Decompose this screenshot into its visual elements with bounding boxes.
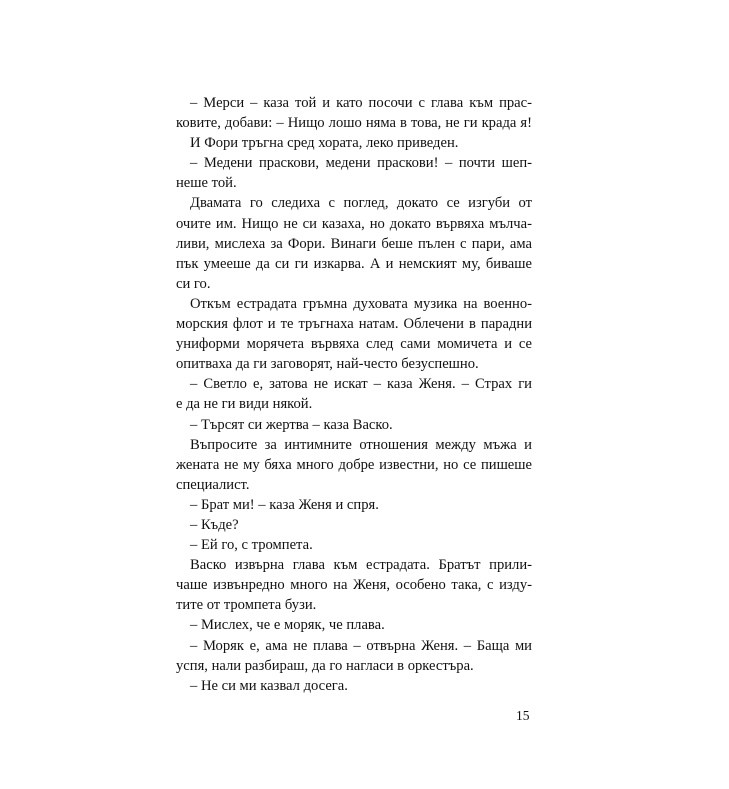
text-line: И Фори тръгна сред хората, леко приведен. (190, 135, 459, 152)
text-line: успя, нали разбираш, да го нагласи в оркестъра. (176, 657, 474, 674)
text-line: си го. (176, 275, 211, 292)
text-line: ковите, добави: – Нищо лошо няма в това, не ги крада я! (176, 115, 532, 132)
text-line: Васко извърна глава към естрадата. Братът прили- (190, 557, 532, 574)
text-line: – Търсят си жертва – каза Васко. (190, 416, 393, 433)
text-line: Откъм естрадата гръмна духовата музика на военно- (190, 295, 532, 312)
text-line: очите им. Нищо не си казаха, но докато вървяха мълча- (176, 215, 532, 232)
text-line: – Брат ми! – каза Женя и спря. (190, 496, 379, 513)
text-line: – Ей го, с тромпета. (190, 537, 313, 554)
text-line: – Къде? (190, 516, 239, 533)
text-line: специалист. (176, 476, 250, 493)
page-number: 15 (516, 708, 530, 723)
text-line: Двамата го следиха с поглед, докато се изгуби от (190, 195, 532, 212)
text-line: жената не му бяха много добре известни, но се пишеше (176, 456, 532, 473)
text-line: – Мислех, че е моряк, че плава. (190, 617, 385, 634)
text-line: морския флот и те тръгнаха натам. Облечени в парадни (176, 316, 532, 333)
text-line: чаше извънредно много на Женя, особено така, с изду- (176, 577, 532, 594)
text-line: неше той. (176, 175, 237, 192)
text-line: – Мерси – каза той и като посочи с глава към прас- (190, 95, 532, 111)
text-line: пък умееше да си ги изкарва. А и немският му, биваше (176, 255, 532, 272)
text-line: опитваха да ги заговорят, най-често безуспешно. (176, 356, 479, 373)
text-line: – Светло е, затова не искат – каза Женя. – Страх ги (190, 376, 532, 393)
text-line: – Не си ми казвал досега. (190, 677, 348, 694)
body-text (176, 93, 532, 696)
text-line: Въпросите за интимните отношения между мъжа и (190, 436, 532, 453)
text-line: тите от тромпета бузи. (176, 597, 317, 614)
text-line: е да не ги види някой. (176, 396, 313, 413)
text-line: – Моряк е, ама не плава – отвърна Женя. – Баща ми (190, 637, 532, 654)
text-line: униформи морячета вървяха след сами момичета и се (176, 336, 532, 353)
text-line: – Медени праскови, медени праскови! – почти шеп- (190, 155, 532, 172)
text-line: ливи, мислеха за Фори. Винаги беше пълен с пари, ама (176, 235, 532, 252)
